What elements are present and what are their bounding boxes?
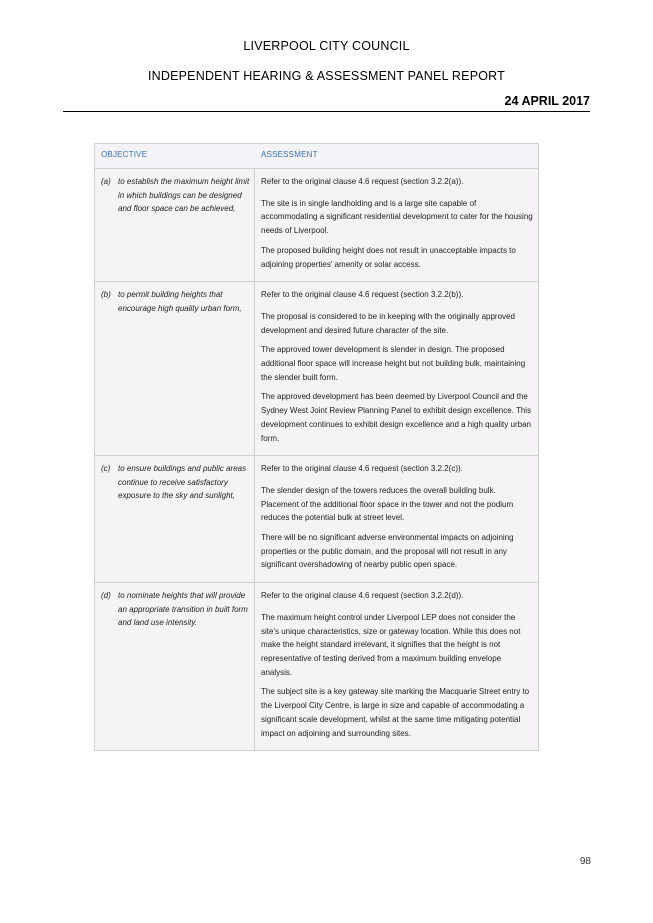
table-body xyxy=(95,169,538,750)
assessment-paragraph: The site is in single landholding and is a large site capable of accommodating a significant residential development to cater for the housing needs of Liverpool. xyxy=(261,198,533,236)
assessment-paragraph: The proposed building height does not result in unacceptable impacts to adjoining properties' amenity or solar access. xyxy=(261,245,516,269)
objective-text: to nominate heights that will provide an appropriate transition in built form and land use intensity. xyxy=(118,591,248,628)
objective-text: to permit building heights that encourage high quality urban form, xyxy=(118,290,242,313)
page-number: 98 xyxy=(579,856,591,867)
assessment-paragraph: Refer to the original clause 4.6 request (section 3.2.2(d)). xyxy=(261,591,464,601)
assessment-cell xyxy=(255,282,538,455)
report-title: INDEPENDENT HEARING & ASSESSMENT PANEL REPORT xyxy=(147,69,505,83)
table-row xyxy=(95,456,538,583)
objective-letter: (b) xyxy=(101,290,111,300)
assessment-paragraph: The approved tower development is slender in design. The proposed additional floor space will increase height but not building bulk, maintaining the slender built form. xyxy=(261,345,526,382)
assessment-paragraph: The maximum height control under Liverpool LEP does not consider the site's unique characteristics, size or gateway location. While this does not make the height standard irrelevant, it signifies that the height is not representative of testing derived from a maximum building envelope analysis. xyxy=(261,612,521,677)
council-name: LIVERPOOL CITY COUNCIL xyxy=(243,39,410,53)
assessment-cell xyxy=(255,456,538,582)
assessment-paragraph: The approved development has been deemed by Liverpool Council and the Sydney West Joint Review Planning Panel to exhibit design excellence. This development continues to exhibit design excellence and a high quality urban form. xyxy=(261,392,532,443)
assessment-column-header: ASSESSMENT xyxy=(261,150,318,159)
assessment-paragraph: Refer to the original clause 4.6 request (section 3.2.2(a)). xyxy=(261,177,464,186)
objective-cell xyxy=(95,456,255,582)
assessment-paragraph: Refer to the original clause 4.6 request (section 3.2.2(b)). xyxy=(261,290,464,300)
objective-column-header: OBJECTIVE xyxy=(101,150,148,159)
report-date: 24 APRIL 2017 xyxy=(504,94,590,108)
table-header xyxy=(95,144,538,169)
objective-cell xyxy=(95,583,255,750)
assessment-cell xyxy=(255,583,538,750)
objective-letter: (a) xyxy=(101,177,111,186)
assessment-paragraph: Refer to the original clause 4.6 request (section 3.2.2(c)). xyxy=(261,464,463,474)
objective-cell xyxy=(95,282,255,455)
objective-letter: (d) xyxy=(101,591,111,601)
assessment-paragraph: The slender design of the towers reduces the overall building bulk. Placement of the additional floor space in the tower and not the podium reduces the potential bulk at street level. xyxy=(261,485,514,523)
objective-text: to ensure buildings and public areas continue to receive satisfactory exposure to the sky and sunlight, xyxy=(118,464,247,501)
objective-text: to establish the maximum height limit in which buildings can be designed and floor space can be achieved, xyxy=(118,177,250,213)
assessment-paragraph: The subject site is a key gateway site marking the Macquarie Street entry to the Liverpool City Centre, is large in size and capable of accommodating a significant scale development, whilst at the same time mitigating potential impact on adjoining and surrounding sites. xyxy=(261,687,530,738)
table-row xyxy=(95,169,538,282)
objective-letter: (c) xyxy=(101,464,111,474)
objectives-table xyxy=(94,143,539,751)
assessment-cell xyxy=(255,169,538,281)
header-rule xyxy=(63,111,590,112)
assessment-paragraph: The proposal is considered to be in keeping with the originally approved development and desired future character of the site. xyxy=(261,311,515,335)
table-row xyxy=(95,282,538,456)
table-row xyxy=(95,583,538,750)
assessment-paragraph: There will be no significant adverse environmental impacts on adjoining properties or the public domain, and the proposal will not result in any significant overshadowing of nearby public open space. xyxy=(261,533,514,570)
objective-cell xyxy=(95,169,255,281)
